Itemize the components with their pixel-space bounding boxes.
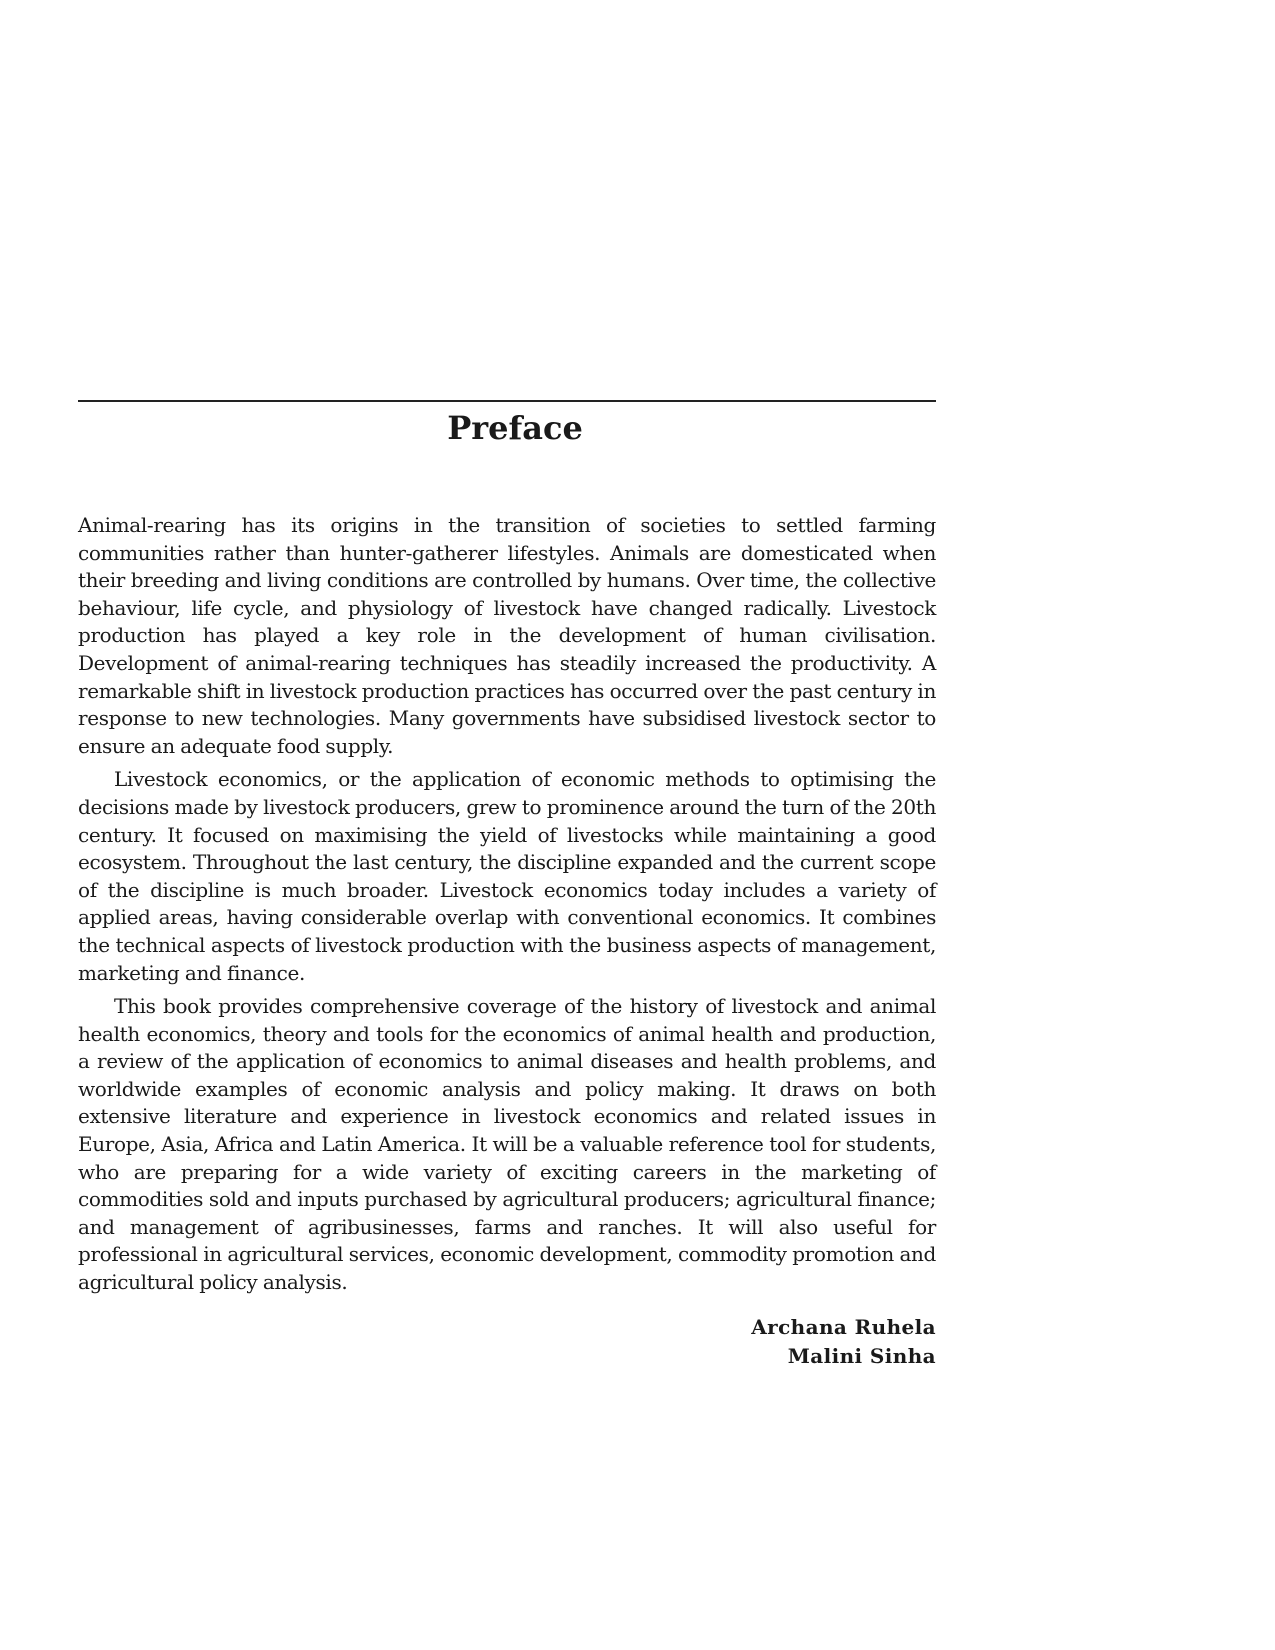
preface-body <box>78 512 936 1303</box>
paragraph-1: Animal-rearing has its origins in the transition of societies to settled farming communities rather than hunter-gatherer lifestyles. Animals are domesticated when their breeding and living conditions are controlled by humans. Over time, the collective behaviour, life cycle, and physiology of livestock have changed radically. Livestock production has played a key role in the development of human civilisation. Development of animal-rearing techniques has steadily increased the productivity. A remarkable shift in livestock production practices has occurred over the past century in response to new technologies. Many governments have subsidised livestock sector to ensure an adequate food supply. <box>78 513 936 758</box>
author-name: Malini Sinha <box>787 1344 936 1368</box>
paragraph-2: Livestock economics, or the application of economic methods to optimising the decisions made by livestock producers, grew to prominence around the turn of the 20th century. It focused on maximising the yield of livestocks while maintaining a good ecosystem. Throughout the last century, the discipline expanded and the current scope of the discipline is much broader. Livestock economics today includes a variety of applied areas, having considerable overlap with conventional economics. It combines the technical aspects of livestock production with the business aspects of management, marketing and finance. <box>78 767 936 985</box>
title-rule <box>78 400 936 402</box>
author-name: Archana Ruhela <box>751 1315 936 1339</box>
page-title: Preface <box>447 409 583 447</box>
paragraph-3: This book provides comprehensive coverage of the history of livestock and animal health economics, theory and tools for the economics of animal health and production, a review of the application of economics to animal diseases and health problems, and worldwide examples of economic analysis and policy making. It draws on both extensive literature and experience in livestock economics and related issues in Europe, Asia, Africa and Latin America. It will be a valuable reference tool for students, who are preparing for a wide variety of exciting careers in the marketing of commodities sold and inputs purchased by agricultural producers; agricultural finance; and management of agribusinesses, farms and ranches. It will also useful for professional in agricultural services, economic development, commodity promotion and agricultural policy analysis. <box>78 994 936 1295</box>
document-page <box>78 0 936 1650</box>
author-signature <box>751 1313 936 1371</box>
